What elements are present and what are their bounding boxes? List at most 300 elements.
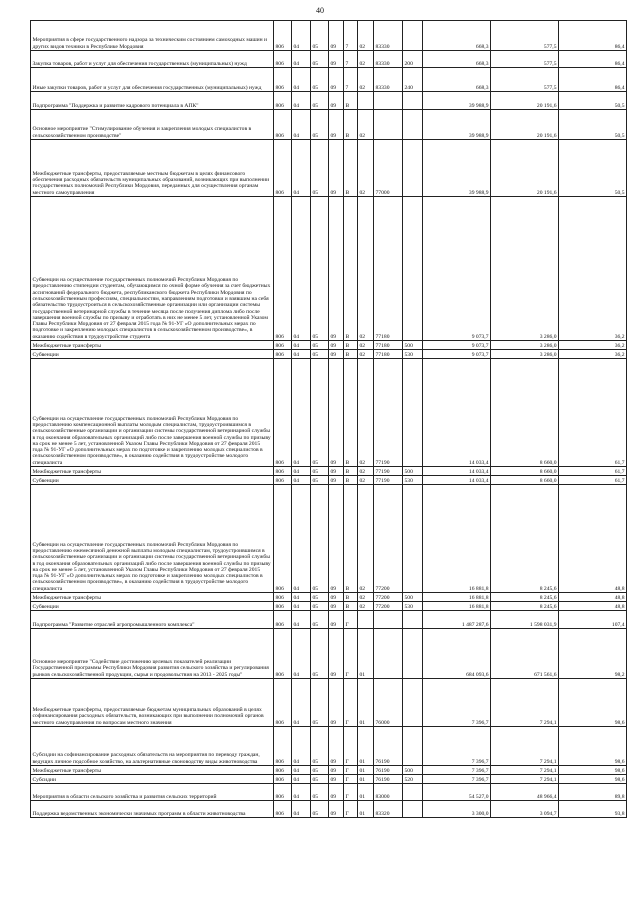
cell-direction: 77180 bbox=[374, 350, 403, 359]
cell-ved-code: 806 bbox=[274, 140, 292, 197]
cell-program: 09 bbox=[329, 784, 344, 801]
cell-direction: 83320 bbox=[374, 801, 403, 818]
cell-direction: 76000 bbox=[374, 679, 403, 727]
cell-subsection: 05 bbox=[311, 110, 329, 140]
table-row bbox=[31, 727, 627, 766]
cell-section: 04 bbox=[292, 350, 311, 359]
row-name: Межбюджетные трансферты bbox=[31, 467, 274, 476]
table-row bbox=[31, 784, 627, 801]
cell-section: 04 bbox=[292, 775, 311, 784]
cell-executed: 7 294,1 bbox=[491, 727, 559, 766]
cell-section: 04 bbox=[292, 476, 311, 485]
cell-ved-code: 806 bbox=[274, 51, 292, 68]
cell-subsection: 05 bbox=[311, 68, 329, 92]
cell-executed: 3 286,0 bbox=[491, 341, 559, 350]
row-name: Субвенции на осуществление государственных полномочий Республики Мордовия по предоставлению компенсационной выплаты молодым специалистам, трудоустроившимся в сельскохозяйственные организации и организации системы государственной ветеринарной службы в год окончания образовательных организаций либо после завершения военной службы по призыву на срок не менее 5 лет, установленной Указом Главы Республики Мордовия от 27 февраля 2015 года № 91-УГ «О дополнительных мерах по подготовке и закреплению молодых специалистов в сельскохозяйственном производстве», в оказанию содействия в трудоустройстве молодого специалиста bbox=[31, 359, 274, 467]
cell-percent: 36,2 bbox=[559, 197, 627, 341]
row-name: Мероприятия в области сельского хозяйства и развития сельских территорий bbox=[31, 784, 274, 801]
cell-executed: 8 660,0 bbox=[491, 476, 559, 485]
row-name: Иные закупки товаров, работ и услуг для обеспечения государственных (муниципальных) нужд bbox=[31, 68, 274, 92]
cell-subsection: 05 bbox=[311, 784, 329, 801]
cell-percent: 50,5 bbox=[559, 140, 627, 197]
cell-executed: 3 094,7 bbox=[491, 801, 559, 818]
cell-program: 09 bbox=[329, 359, 344, 467]
cell-subprogram: Г bbox=[344, 775, 358, 784]
cell-subsection: 05 bbox=[311, 359, 329, 467]
cell-ved-code: 806 bbox=[274, 350, 292, 359]
cell-subprogram: Г bbox=[344, 801, 358, 818]
cell-ved-code: 806 bbox=[274, 341, 292, 350]
cell-executed: 20 191,6 bbox=[491, 92, 559, 110]
cell-event: 02 bbox=[358, 341, 374, 350]
cell-event: 02 bbox=[358, 602, 374, 611]
row-name: Подпрограмма "Поддержка и развитие кадрового потенциала в АПК" bbox=[31, 92, 274, 110]
table-row bbox=[31, 350, 627, 359]
cell-ved-code: 806 bbox=[274, 110, 292, 140]
cell-plan: 9 073,7 bbox=[423, 350, 491, 359]
cell-plan: 39 988,9 bbox=[423, 140, 491, 197]
cell-direction: 83330 bbox=[374, 51, 403, 68]
cell-executed: 8 660,0 bbox=[491, 467, 559, 476]
cell-section: 04 bbox=[292, 467, 311, 476]
table-row bbox=[31, 341, 627, 350]
cell-expense-type: 500 bbox=[403, 341, 423, 350]
cell-percent: 107,4 bbox=[559, 611, 627, 629]
cell-percent: 86,4 bbox=[559, 68, 627, 92]
table-row bbox=[31, 359, 627, 467]
cell-event: 02 bbox=[358, 21, 374, 51]
cell-direction: 77000 bbox=[374, 140, 403, 197]
cell-section: 04 bbox=[292, 679, 311, 727]
cell-section: 04 bbox=[292, 801, 311, 818]
cell-plan: 14 033,4 bbox=[423, 476, 491, 485]
row-name: Субвенции на осуществление государственных полномочий Республики Мордовия по предоставлению стипендии студентам, обучающимся по очной форме обучения за счет бюджетных ассигнований федерального бюджета, республиканского бюджета Республики Мордовия по сельскохозяйственным профессиям, специальностям, направлениям подготовки и взявшим на себя обязательство трудоустроиться в сельскохозяйственные организации или организации системы государственной ветеринарной службы в течение месяца после получения диплома либо после завершения военной службы по призыву и отработать в них не менее 5 лет, установленной Указом Главы Республики Мордовия от 27 февраля 2015 года № 91-УГ «О дополнительных мерах по подготовке и закреплению молодых специалистов в сельскохозяйственном производстве», в оказанию содействия в трудоустройстве студента bbox=[31, 197, 274, 341]
row-name: Межбюджетные трансферты, предоставляемые местным бюджетам в целях финансового обеспечения расходных обязательств муниципальных образований, возникающих при выполнении государственных полномочий Республики Мордовия, переданных для осуществления органам местного самоуправления bbox=[31, 140, 274, 197]
cell-subprogram: В bbox=[344, 602, 358, 611]
cell-event: 02 bbox=[358, 359, 374, 467]
cell-percent: 50,5 bbox=[559, 92, 627, 110]
cell-direction: 77180 bbox=[374, 341, 403, 350]
cell-event: 02 bbox=[358, 140, 374, 197]
cell-program: 09 bbox=[329, 341, 344, 350]
cell-direction: 77200 bbox=[374, 602, 403, 611]
cell-subprogram: Г bbox=[344, 766, 358, 775]
cell-event: 01 bbox=[358, 766, 374, 775]
cell-section: 04 bbox=[292, 727, 311, 766]
row-name: Подпрограмма "Развитие отраслей агропромышленного комплекса" bbox=[31, 611, 274, 629]
cell-plan: 1 487 287,6 bbox=[423, 611, 491, 629]
table-row bbox=[31, 766, 627, 775]
table-row bbox=[31, 679, 627, 727]
row-name: Межбюджетные трансферты bbox=[31, 766, 274, 775]
cell-expense-type bbox=[403, 197, 423, 341]
cell-expense-type bbox=[403, 801, 423, 818]
table-row bbox=[31, 21, 627, 51]
cell-program: 09 bbox=[329, 68, 344, 92]
cell-plan: 668,3 bbox=[423, 21, 491, 51]
cell-direction: 83330 bbox=[374, 68, 403, 92]
cell-expense-type: 240 bbox=[403, 68, 423, 92]
cell-expense-type: 530 bbox=[403, 602, 423, 611]
cell-subsection: 05 bbox=[311, 801, 329, 818]
cell-event: 02 bbox=[358, 197, 374, 341]
cell-section: 04 bbox=[292, 68, 311, 92]
cell-percent: 36,2 bbox=[559, 350, 627, 359]
table-row bbox=[31, 68, 627, 92]
cell-percent: 48,8 bbox=[559, 602, 627, 611]
cell-program: 09 bbox=[329, 593, 344, 602]
cell-percent: 86,4 bbox=[559, 51, 627, 68]
cell-percent: 98,2 bbox=[559, 629, 627, 679]
cell-ved-code: 806 bbox=[274, 784, 292, 801]
cell-direction bbox=[374, 629, 403, 679]
cell-direction: 77190 bbox=[374, 359, 403, 467]
cell-subsection: 05 bbox=[311, 593, 329, 602]
cell-direction: 77180 bbox=[374, 197, 403, 341]
cell-subsection: 05 bbox=[311, 727, 329, 766]
cell-subsection: 05 bbox=[311, 766, 329, 775]
cell-percent: 61,7 bbox=[559, 476, 627, 485]
cell-section: 04 bbox=[292, 21, 311, 51]
cell-subprogram: В bbox=[344, 197, 358, 341]
cell-executed: 8 245,6 bbox=[491, 602, 559, 611]
cell-subprogram: В bbox=[344, 110, 358, 140]
cell-expense-type bbox=[403, 611, 423, 629]
cell-direction: 76190 bbox=[374, 766, 403, 775]
cell-ved-code: 806 bbox=[274, 727, 292, 766]
cell-section: 04 bbox=[292, 51, 311, 68]
cell-percent: 61,7 bbox=[559, 467, 627, 476]
cell-subprogram: В bbox=[344, 467, 358, 476]
cell-section: 04 bbox=[292, 611, 311, 629]
table-row bbox=[31, 110, 627, 140]
cell-subsection: 05 bbox=[311, 21, 329, 51]
cell-event: 01 bbox=[358, 784, 374, 801]
cell-direction: 77190 bbox=[374, 467, 403, 476]
cell-executed: 3 286,0 bbox=[491, 197, 559, 341]
table-body bbox=[31, 21, 627, 818]
cell-subsection: 05 bbox=[311, 629, 329, 679]
row-name: Основное мероприятие "Стимулирование обучения и закрепления молодых специалистов в сельскохозяйственном производстве" bbox=[31, 110, 274, 140]
page-number: 40 bbox=[316, 6, 324, 15]
cell-subprogram: Г bbox=[344, 611, 358, 629]
cell-plan: 7 396,7 bbox=[423, 679, 491, 727]
cell-section: 04 bbox=[292, 140, 311, 197]
cell-section: 04 bbox=[292, 359, 311, 467]
cell-plan: 7 396,7 bbox=[423, 766, 491, 775]
cell-section: 04 bbox=[292, 110, 311, 140]
cell-ved-code: 806 bbox=[274, 775, 292, 784]
cell-expense-type bbox=[403, 485, 423, 593]
cell-subprogram: В bbox=[344, 593, 358, 602]
cell-plan: 14 033,4 bbox=[423, 359, 491, 467]
cell-plan: 668,3 bbox=[423, 51, 491, 68]
cell-event: 02 bbox=[358, 485, 374, 593]
cell-program: 09 bbox=[329, 727, 344, 766]
cell-direction: 76190 bbox=[374, 727, 403, 766]
row-name: Субвенции bbox=[31, 476, 274, 485]
cell-event bbox=[358, 611, 374, 629]
cell-subsection: 05 bbox=[311, 679, 329, 727]
cell-plan: 7 396,7 bbox=[423, 775, 491, 784]
cell-event: 02 bbox=[358, 467, 374, 476]
cell-executed: 577,5 bbox=[491, 51, 559, 68]
cell-direction bbox=[374, 92, 403, 110]
cell-percent: 48,8 bbox=[559, 485, 627, 593]
row-name: Межбюджетные трансферты bbox=[31, 593, 274, 602]
cell-section: 04 bbox=[292, 766, 311, 775]
cell-percent: 50,5 bbox=[559, 110, 627, 140]
cell-subprogram: 7 bbox=[344, 51, 358, 68]
cell-direction: 77200 bbox=[374, 485, 403, 593]
cell-expense-type bbox=[403, 140, 423, 197]
cell-expense-type bbox=[403, 727, 423, 766]
cell-executed: 577,5 bbox=[491, 68, 559, 92]
cell-plan: 668,3 bbox=[423, 68, 491, 92]
cell-subsection: 05 bbox=[311, 476, 329, 485]
cell-event: 02 bbox=[358, 476, 374, 485]
cell-section: 04 bbox=[292, 593, 311, 602]
cell-ved-code: 806 bbox=[274, 197, 292, 341]
cell-program: 09 bbox=[329, 801, 344, 818]
cell-direction: 77200 bbox=[374, 593, 403, 602]
cell-plan: 39 988,9 bbox=[423, 92, 491, 110]
cell-subprogram: В bbox=[344, 92, 358, 110]
cell-program: 09 bbox=[329, 92, 344, 110]
cell-plan: 16 881,8 bbox=[423, 485, 491, 593]
cell-ved-code: 806 bbox=[274, 593, 292, 602]
cell-ved-code: 806 bbox=[274, 92, 292, 110]
cell-ved-code: 806 bbox=[274, 679, 292, 727]
cell-program: 09 bbox=[329, 51, 344, 68]
cell-expense-type bbox=[403, 679, 423, 727]
cell-program: 09 bbox=[329, 775, 344, 784]
cell-program: 09 bbox=[329, 476, 344, 485]
cell-section: 04 bbox=[292, 341, 311, 350]
table-row bbox=[31, 801, 627, 818]
cell-executed: 7 294,1 bbox=[491, 679, 559, 727]
cell-expense-type bbox=[403, 359, 423, 467]
cell-expense-type: 500 bbox=[403, 467, 423, 476]
cell-ved-code: 806 bbox=[274, 485, 292, 593]
cell-ved-code: 806 bbox=[274, 359, 292, 467]
cell-percent: 89,8 bbox=[559, 784, 627, 801]
table-row bbox=[31, 629, 627, 679]
cell-plan: 16 881,8 bbox=[423, 593, 491, 602]
cell-program: 09 bbox=[329, 110, 344, 140]
table-row bbox=[31, 593, 627, 602]
cell-program: 09 bbox=[329, 766, 344, 775]
cell-subsection: 05 bbox=[311, 51, 329, 68]
cell-plan: 3 300,0 bbox=[423, 801, 491, 818]
cell-percent: 86,4 bbox=[559, 21, 627, 51]
table-row bbox=[31, 476, 627, 485]
cell-subsection: 05 bbox=[311, 467, 329, 476]
cell-direction bbox=[374, 110, 403, 140]
table-row bbox=[31, 140, 627, 197]
cell-percent: 93,8 bbox=[559, 801, 627, 818]
cell-executed: 7 294,1 bbox=[491, 766, 559, 775]
cell-expense-type: 530 bbox=[403, 350, 423, 359]
cell-expense-type: 500 bbox=[403, 593, 423, 602]
cell-program: 09 bbox=[329, 350, 344, 359]
cell-subprogram: 7 bbox=[344, 68, 358, 92]
cell-subprogram: В bbox=[344, 140, 358, 197]
cell-subsection: 05 bbox=[311, 350, 329, 359]
cell-subsection: 05 bbox=[311, 602, 329, 611]
cell-executed: 20 191,6 bbox=[491, 110, 559, 140]
cell-direction: 76190 bbox=[374, 775, 403, 784]
cell-executed: 8 245,6 bbox=[491, 485, 559, 593]
row-name: Поддержка ведомственных экономически значимых программ в области животноводства bbox=[31, 801, 274, 818]
cell-plan: 7 396,7 bbox=[423, 727, 491, 766]
cell-ved-code: 806 bbox=[274, 476, 292, 485]
cell-executed: 577,5 bbox=[491, 21, 559, 51]
table-row bbox=[31, 602, 627, 611]
row-name: Мероприятия в сфере государственного надзора за техническим состоянием самоходных машин и других видов техники в Республике Мордовия bbox=[31, 21, 274, 51]
cell-event: 01 bbox=[358, 727, 374, 766]
cell-event: 01 bbox=[358, 679, 374, 727]
cell-expense-type bbox=[403, 92, 423, 110]
cell-subsection: 05 bbox=[311, 485, 329, 593]
cell-event: 02 bbox=[358, 51, 374, 68]
cell-plan: 9 073,7 bbox=[423, 197, 491, 341]
cell-ved-code: 806 bbox=[274, 801, 292, 818]
cell-program: 09 bbox=[329, 197, 344, 341]
cell-ved-code: 806 bbox=[274, 611, 292, 629]
cell-percent: 98,6 bbox=[559, 727, 627, 766]
cell-event: 02 bbox=[358, 68, 374, 92]
cell-plan: 39 988,9 bbox=[423, 110, 491, 140]
row-name: Субвенции bbox=[31, 602, 274, 611]
table-row bbox=[31, 467, 627, 476]
cell-subprogram: Г bbox=[344, 727, 358, 766]
budget-execution-table bbox=[30, 20, 627, 818]
cell-expense-type bbox=[403, 21, 423, 51]
cell-program: 09 bbox=[329, 485, 344, 593]
cell-ved-code: 806 bbox=[274, 602, 292, 611]
cell-subprogram: Г bbox=[344, 784, 358, 801]
table-row bbox=[31, 92, 627, 110]
cell-ved-code: 806 bbox=[274, 629, 292, 679]
row-name: Основное мероприятие "Содействие достижению целевых показателей реализации Государственной программы Республики Мордовия развития сельского хозяйства и регулирования рынков сельскохозяйственной продукции, сырья и продовольствия на 2013 - 2025 годы" bbox=[31, 629, 274, 679]
row-name: Субсидии на софинансирование расходных обязательств на мероприятия по переводу граждан, ведущих личное подсобное хозяйство, на альтернативные своноводству виды животноводства bbox=[31, 727, 274, 766]
cell-percent: 48,8 bbox=[559, 593, 627, 602]
cell-program: 09 bbox=[329, 679, 344, 727]
cell-percent: 36,2 bbox=[559, 341, 627, 350]
cell-subsection: 05 bbox=[311, 140, 329, 197]
cell-expense-type bbox=[403, 784, 423, 801]
cell-subprogram: Г bbox=[344, 629, 358, 679]
cell-subsection: 05 bbox=[311, 197, 329, 341]
cell-program: 09 bbox=[329, 467, 344, 476]
cell-direction: 83000 bbox=[374, 784, 403, 801]
cell-subsection: 05 bbox=[311, 611, 329, 629]
row-name: Субвенции на осуществление государственных полномочий Республики Мордовия по предоставлению ежемесячной денежной выплаты молодым специалистам, трудоустроившимся в сельскохозяйственные организации и организации системы государственной ветеринарной службы в год окончания образовательных организаций либо после завершения военной службы по призыву на срок не менее 5 лет, установленной Указом Главы Республики Мордовия от 27 февраля 2015 года № 91-УГ «О дополнительных мерах по подготовке и закреплению молодых специалистов в сельскохозяйственном производстве», в оказанию содействия в трудоустройстве молодого специалиста bbox=[31, 485, 274, 593]
table-row bbox=[31, 197, 627, 341]
cell-subprogram: В bbox=[344, 350, 358, 359]
cell-program: 09 bbox=[329, 629, 344, 679]
cell-executed: 8 660,0 bbox=[491, 359, 559, 467]
cell-ved-code: 806 bbox=[274, 21, 292, 51]
cell-plan: 9 073,7 bbox=[423, 341, 491, 350]
cell-section: 04 bbox=[292, 197, 311, 341]
cell-subsection: 05 bbox=[311, 341, 329, 350]
cell-plan: 684 093,6 bbox=[423, 629, 491, 679]
row-name: Субсидии bbox=[31, 775, 274, 784]
table-row bbox=[31, 51, 627, 68]
row-name: Межбюджетные трансферты bbox=[31, 341, 274, 350]
cell-executed: 7 294,1 bbox=[491, 775, 559, 784]
cell-event: 02 bbox=[358, 593, 374, 602]
cell-ved-code: 806 bbox=[274, 467, 292, 476]
cell-subsection: 05 bbox=[311, 92, 329, 110]
cell-direction: 83330 bbox=[374, 21, 403, 51]
cell-executed: 671 561,6 bbox=[491, 629, 559, 679]
cell-subprogram: Г bbox=[344, 679, 358, 727]
cell-executed: 8 245,6 bbox=[491, 593, 559, 602]
cell-expense-type: 200 bbox=[403, 51, 423, 68]
cell-percent: 98,6 bbox=[559, 766, 627, 775]
cell-event bbox=[358, 92, 374, 110]
cell-section: 04 bbox=[292, 784, 311, 801]
cell-expense-type bbox=[403, 110, 423, 140]
cell-event: 02 bbox=[358, 110, 374, 140]
cell-section: 04 bbox=[292, 629, 311, 679]
cell-ved-code: 806 bbox=[274, 68, 292, 92]
cell-executed: 20 191,6 bbox=[491, 140, 559, 197]
cell-event: 02 bbox=[358, 350, 374, 359]
cell-plan: 16 881,8 bbox=[423, 602, 491, 611]
row-name: Межбюджетные трансферты, предоставляемые бюджетам муниципальных образований в целях софинансирования расходных обязательств, возникающих при выполнении полномочий органов местного самоуправления по вопросам местного значения bbox=[31, 679, 274, 727]
cell-direction: 77190 bbox=[374, 476, 403, 485]
cell-percent: 98,6 bbox=[559, 775, 627, 784]
cell-program: 09 bbox=[329, 140, 344, 197]
row-name: Субвенции bbox=[31, 350, 274, 359]
row-name: Закупка товаров, работ и услуг для обеспечения государственных (муниципальных) нужд bbox=[31, 51, 274, 68]
cell-subprogram: В bbox=[344, 359, 358, 467]
cell-program: 09 bbox=[329, 21, 344, 51]
cell-direction bbox=[374, 611, 403, 629]
cell-section: 04 bbox=[292, 485, 311, 593]
cell-section: 04 bbox=[292, 92, 311, 110]
cell-expense-type: 500 bbox=[403, 766, 423, 775]
table-row bbox=[31, 611, 627, 629]
cell-subprogram: В bbox=[344, 341, 358, 350]
cell-plan: 54 527,0 bbox=[423, 784, 491, 801]
cell-program: 09 bbox=[329, 602, 344, 611]
cell-subsection: 05 bbox=[311, 775, 329, 784]
cell-percent: 61,7 bbox=[559, 359, 627, 467]
cell-program: 09 bbox=[329, 611, 344, 629]
cell-executed: 3 286,0 bbox=[491, 350, 559, 359]
table-row bbox=[31, 775, 627, 784]
cell-executed: 48 966,4 bbox=[491, 784, 559, 801]
cell-expense-type: 520 bbox=[403, 775, 423, 784]
cell-expense-type: 530 bbox=[403, 476, 423, 485]
cell-event: 01 bbox=[358, 801, 374, 818]
table-row bbox=[31, 485, 627, 593]
cell-subprogram: В bbox=[344, 476, 358, 485]
cell-expense-type bbox=[403, 629, 423, 679]
cell-ved-code: 806 bbox=[274, 766, 292, 775]
cell-percent: 98,6 bbox=[559, 679, 627, 727]
cell-subprogram: 7 bbox=[344, 21, 358, 51]
cell-section: 04 bbox=[292, 602, 311, 611]
cell-subprogram: В bbox=[344, 485, 358, 593]
cell-executed: 1 598 031,9 bbox=[491, 611, 559, 629]
cell-event: 01 bbox=[358, 629, 374, 679]
